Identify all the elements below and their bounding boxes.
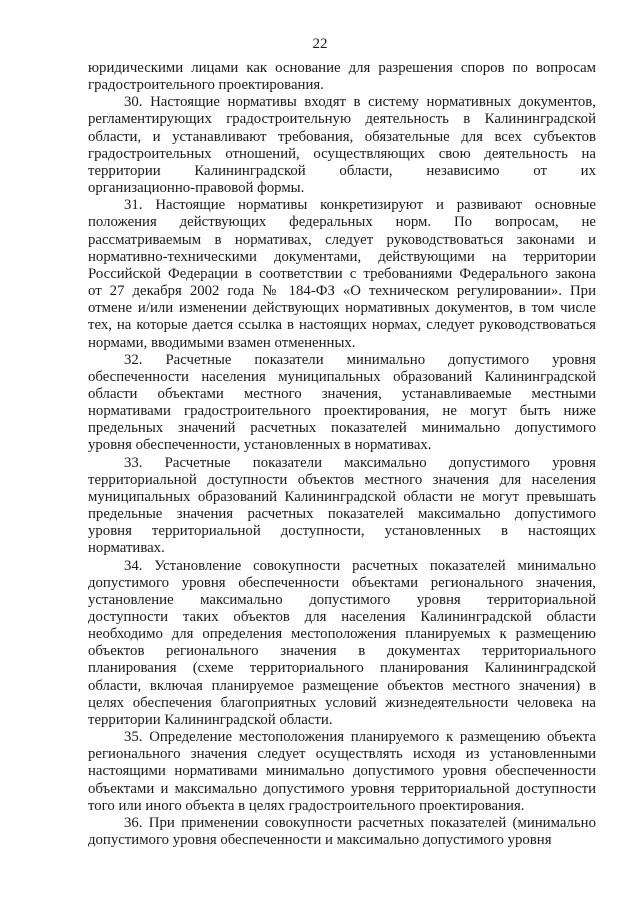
text-line: муниципальных образований Калининградской области не могут превышать	[88, 488, 596, 505]
text-line: уровня территориальной доступности, установленных в настоящих	[88, 523, 596, 540]
text-line: регионального значения следует осуществлять исходя из установленными	[88, 746, 596, 763]
text-line: рассматриваемым в нормативах, следует руководствоваться законами и	[88, 231, 596, 248]
text-line: уровня обеспеченности, установленных в нормативах.	[88, 437, 432, 454]
text-line: юридическими лицами как основание для разрешения споров по вопросам	[88, 60, 596, 76]
text-line: настоящими нормативами минимально допустимого уровня обеспеченности	[88, 763, 596, 780]
text-line: 33. Расчетные показатели максимально допустимого уровня	[124, 454, 596, 471]
text-line: 32. Расчетные показатели минимально допустимого уровня	[124, 351, 596, 368]
text-line: области объектами местного значения, устанавливаемые местными	[88, 385, 596, 402]
text-line: регламентирующих градостроительную деятельность в Калининградской	[88, 111, 596, 128]
text-line: нормативами градостроительного проектирования, не могут быть ниже	[88, 403, 596, 420]
paragraph	[88, 729, 596, 815]
paragraph	[88, 455, 596, 558]
text-line: 34. Установление совокупности расчетных показателей минимально	[124, 557, 596, 574]
text-line: территориальной доступности объектов местного значения для населения	[88, 471, 596, 488]
text-line: планирования (схеме территориального планирования Калининградской	[88, 660, 596, 677]
text-line: обеспеченности населения муниципальных образований Калининградской	[88, 368, 596, 385]
text-line: установление максимально допустимого уровня территориальной	[88, 591, 596, 608]
text-line: того или иного объекта в целях градостроительного проектирования.	[88, 797, 525, 814]
paragraph	[88, 94, 596, 197]
text-line: тех, на которые дается ссылка в настоящих нормах, следует руководствоваться	[88, 317, 596, 334]
text-line: 30. Настоящие нормативы входят в систему нормативных документов,	[124, 94, 596, 111]
text-line: доступности таких объектов для населения Калининградской области	[88, 609, 596, 625]
text-line: предельных значений расчетных показателей минимально допустимого	[88, 420, 596, 437]
text-line: территории Калининградской области.	[88, 711, 333, 728]
paragraph	[88, 558, 596, 730]
paragraph	[88, 352, 596, 455]
text-line: градостроительного проектирования.	[88, 77, 324, 94]
text-line: от 27 декабря 2002 года № 184-ФЗ «О техническом регулировании». При	[88, 283, 596, 300]
text-line: 36. При применении совокупности расчетных показателей (минимально	[124, 814, 596, 831]
text-line: градостроительных отношений, осуществляющих свою деятельность на	[88, 145, 596, 162]
text-line: 31. Настоящие нормативы конкретизируют и развивают основные	[124, 197, 596, 214]
text-line: необходимо для определения местоположения планируемых к размещению	[88, 626, 596, 643]
paragraph	[88, 197, 596, 351]
paragraph	[88, 60, 596, 94]
text-line: объектов регионального значения в документах территориального	[88, 643, 596, 660]
text-line: отмене и/или изменении действующих нормативных документов, в том числе	[88, 300, 596, 317]
document-body	[88, 60, 596, 849]
text-line: области, включая планируемое размещение объектов местного значения) в	[88, 677, 596, 694]
text-line: нормами, вводимыми взамен отмененных.	[88, 334, 356, 351]
text-line: объектами и максимально допустимого уровня территориальной доступности	[88, 780, 596, 797]
paragraph	[88, 815, 596, 849]
text-line: организационно-правовой формы.	[88, 180, 305, 197]
text-line: предельные значения расчетных показателей максимально допустимого	[88, 506, 596, 523]
text-line: территории Калининградской области, независимо от их	[88, 162, 596, 179]
text-line: 35. Определение местоположения планируемого к размещению объекта	[124, 729, 596, 746]
text-line: нормативах.	[88, 540, 165, 557]
text-line: нормативно-техническими документами, действующими на территории	[88, 248, 596, 265]
page-number: 22	[312, 36, 328, 52]
text-line: Российской Федерации в соответствии с требованиями Федерального закона	[88, 265, 596, 282]
text-line: целях обеспечения благоприятных условий жизнедеятельности человека на	[88, 694, 596, 711]
text-line: допустимого уровня обеспеченности и максимально допустимого уровня	[88, 832, 552, 849]
text-line: положения действующих федеральных норм. По вопросам, не	[88, 214, 596, 231]
text-line: допустимого уровня обеспеченности объектами регионального значения,	[88, 574, 596, 591]
text-line: области, и устанавливают требования, обязательные для всех субъектов	[88, 128, 596, 145]
